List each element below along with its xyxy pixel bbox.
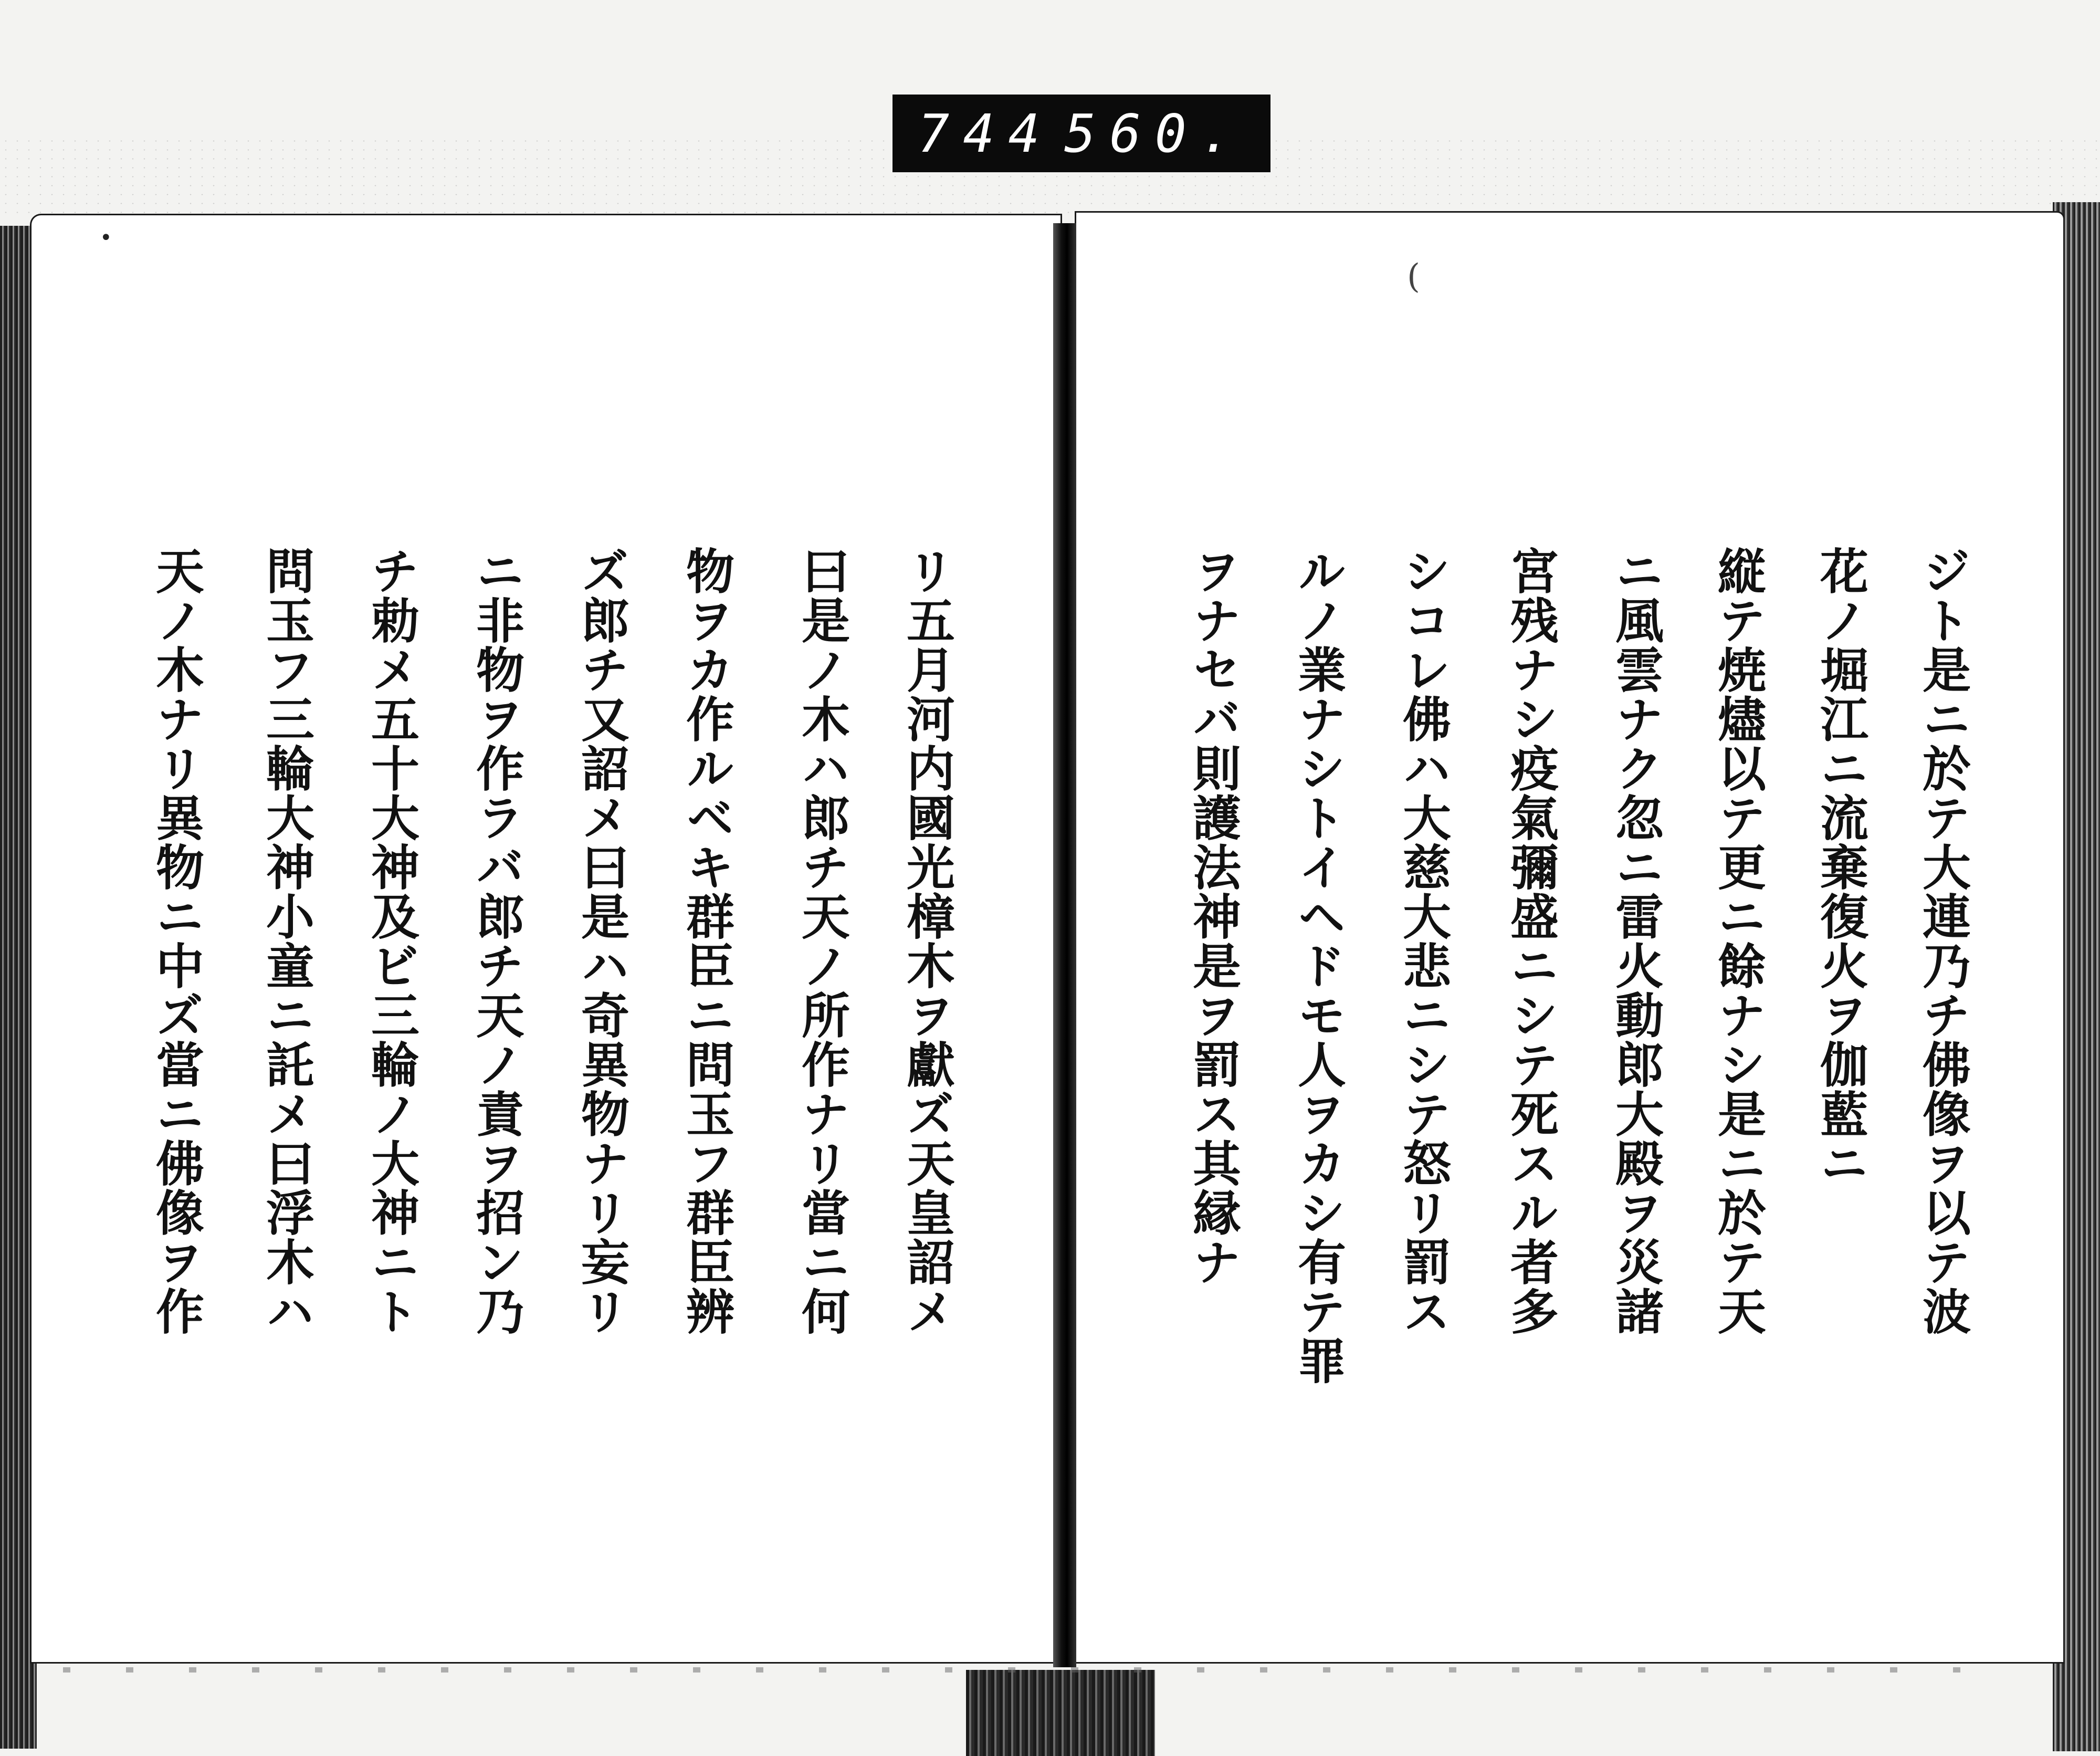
page-bottom-edge [63, 1667, 2006, 1673]
left-page-column-7: 問玉フ三輪大神小童ニ託メ曰浮木ハ [258, 546, 315, 1336]
right-page-column-5: 宮残ナシ疫氣彌盛ニシテ死スル者多 [1503, 546, 1559, 1336]
right-page-column-8: ヲナセバ則護法神是ヲ罰ス其縁ナ [1185, 546, 1242, 1287]
right-page-column-4: ニ風雲ナク忽ニ雷火動郎大殿ヲ災諸 [1608, 546, 1664, 1336]
left-page-column-6: チ勅メ五十大神及ビ三輪ノ大神ニト [363, 546, 420, 1336]
right-page-column-7: ルノ業ナシトイヘドモ人ヲカシ有テ罪 [1290, 546, 1347, 1385]
left-page-column-2: 曰是ノ木ハ郎チ天ノ所作ナリ當ニ何 [794, 546, 850, 1336]
left-page-column-4: ズ郎チ又詔メ曰是ハ奇異物ナリ妄リ [573, 546, 630, 1336]
catalog-number-plate [892, 95, 1270, 172]
binding-bottom [966, 1670, 1155, 1756]
ink-dot-mark: • [100, 226, 112, 250]
plate-right-number: 560. [1064, 102, 1245, 164]
right-page-column-6: シコレ佛ハ大慈大悲ニシテ怒リ罰ス [1395, 546, 1452, 1336]
left-page-column-1: リ五月河内國光樟木ヲ獻ズ天皇詔メ [899, 546, 956, 1336]
right-page-column-3: 縦テ焼燼以テ更ニ餘ナシ是ニ於テ天 [1710, 546, 1767, 1336]
plate-left-number: 744 [918, 102, 1054, 164]
faint-paren-mark: ( [1407, 257, 1420, 296]
right-page-column-2: 花ノ堀江ニ流棄復火ヲ伽藍ニ [1812, 546, 1869, 1188]
book-gutter [1053, 223, 1076, 1667]
left-page-column-3: 物ヲカ作ルベキ群臣ニ問玉フ群臣辨 [678, 546, 735, 1336]
right-page-column-1: ジト是ニ於テ大連乃チ佛像ヲ以テ波 [1915, 546, 1971, 1336]
left-page-column-8: 天ノ木ナリ異物ニ中ズ當ニ佛像ヲ作 [148, 546, 205, 1336]
left-page-column-5: ニ非物ヲ作ラバ郎チ天ノ責ヲ招ン乃 [468, 546, 525, 1336]
